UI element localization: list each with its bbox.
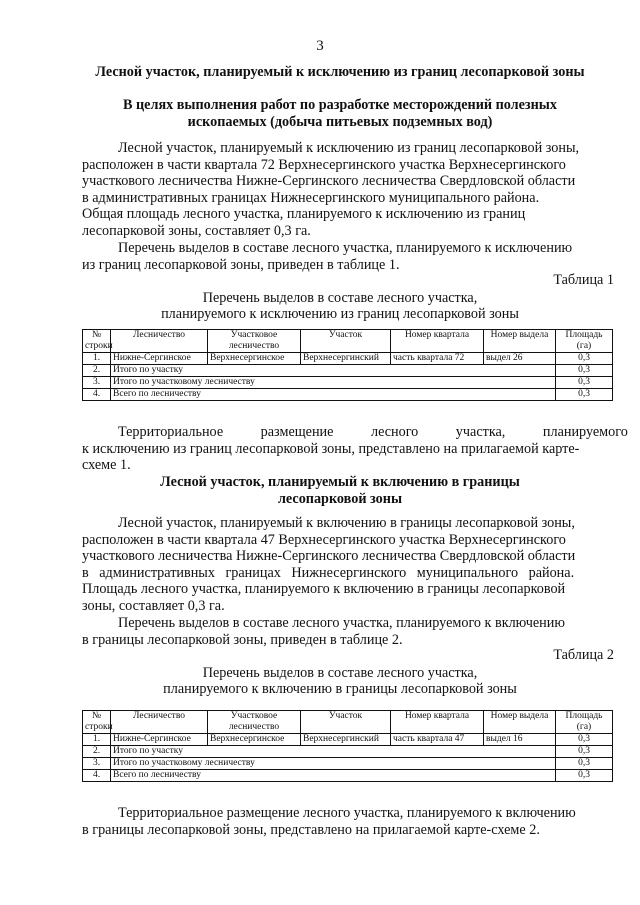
table-header-row [83,330,613,353]
table-cell: часть квартала 47 [391,734,484,746]
text-line: в административных границах Нижнесергинского муниципального района. [82,189,540,206]
table-header-cell: Номер выдела [484,330,556,353]
table-row [83,377,613,389]
text-line: расположен в части квартала 72 Верхнесергинского участка Верхнесергинского [82,156,566,173]
table-cell: Итого по участку [111,365,556,377]
table-cell: Итого по участку [111,746,556,758]
table-header-cell: Номер квартала [391,330,484,353]
table-cell: Всего по лесничеству [111,770,556,782]
text-line: Территориальное размещение лесного участка, планируемого к включению [118,805,576,821]
table-cell: 0,3 [556,758,613,770]
table-row [83,365,613,377]
table-header-cell: Площадь (га) [556,711,613,734]
text-line: к исключению из границ лесопарковой зоны, представлено на прилагаемой карте- [82,440,580,457]
table-cell: Нижне-Сергинское [111,734,208,746]
section1-title: Лесной участок, планируемый к исключению из границ лесопарковой зоны [95,64,585,80]
table-cell: Нижне-Сергинское [111,353,208,365]
section1-paragraph1 [82,140,612,239]
table-cell: 0,3 [556,770,613,782]
table-cell: 0,3 [556,377,613,389]
table-cell: 1. [83,353,111,365]
table-cell: 0,3 [556,734,613,746]
table2-caption-line1: Перечень выделов в составе лесного участка, [202,665,478,681]
table-cell: Всего по лесничеству [111,389,556,401]
table-cell: 3. [83,758,111,770]
table-row [83,758,613,770]
table-header-cell: № строки [83,330,111,353]
table-cell: 0,3 [556,746,613,758]
text-line: Лесной участок, планируемый к включению в границы лесопарковой зоны, [118,515,575,531]
table-cell: 2. [83,365,111,377]
table-cell: часть квартала 72 [391,353,484,365]
section1-paragraph3 [82,424,628,474]
table-header-cell: Участок [301,711,391,734]
table-header-row [83,711,613,734]
table-header-cell: Номер выдела [484,711,556,734]
table-cell: выдел 16 [484,734,556,746]
section2-paragraph3 [82,805,612,838]
table1-caption-line2: планируемого к исключению из границ лесопарковой зоны [161,306,519,322]
table1-label: Таблица 1 [553,272,614,288]
table-cell: 4. [83,770,111,782]
table-cell: Верхнесергинское [208,353,301,365]
text-line: в административных границах Нижнесергинского муниципального района. [82,564,575,581]
table2-caption-line2: планируемого к включению в границы лесопарковой зоны [163,681,517,697]
table2 [82,710,613,782]
section1-subtitle-line1: В целях выполнения работ по разработке месторождений полезных [123,97,557,113]
table-cell: Верхнесергинский [301,353,391,365]
table-header-cell: Участковое лесничество [208,330,301,353]
section2-title-line2: лесопарковой зоны [277,491,403,507]
table-header-cell: № строки [83,711,111,734]
page-number: 3 [316,38,324,54]
text-line: Общая площадь лесного участка, планируемого к исключению из границ [82,206,526,222]
section2-title-line1: Лесной участок, планируемый к включению в границы [160,474,520,490]
table-cell: 2. [83,746,111,758]
table-cell: 1. [83,734,111,746]
text-line: лесопарковой зоны, составляет 0,3 га. [82,222,311,239]
table-cell: 4. [83,389,111,401]
table-row [83,389,613,401]
text-line: Лесной участок, планируемый к исключению из границ лесопарковой зоны, [118,140,580,156]
table-cell: Итого по участковому лесничеству [111,758,556,770]
section2-paragraph2 [82,615,612,648]
table-cell: выдел 26 [484,353,556,365]
text-line: Перечень выделов в составе лесного участка, планируемого к исключению [118,240,573,256]
section2-paragraph1 [82,515,612,614]
text-line: схеме 1. [82,457,131,473]
table-cell: Итого по участковому лесничеству [111,377,556,389]
section1-paragraph2 [82,240,612,273]
section1-subtitle-line2: ископаемых (добыча питьевых подземных вод) [187,114,493,130]
table-cell: 0,3 [556,353,613,365]
text-line: из границ лесопарковой зоны, приведен в таблице 1. [82,256,400,273]
table-row [83,746,613,758]
table-header-cell: Лесничество [111,711,208,734]
table2-label: Таблица 2 [553,647,614,663]
table-cell: 3. [83,377,111,389]
table-header-cell: Участковое лесничество [208,711,301,734]
table-row [83,770,613,782]
text-line: участкового лесничества Нижне-Сергинского лесничества Свердловской области [82,548,576,564]
text-line: Площадь лесного участка, планируемого к включению в границы лесопарковой [82,581,566,597]
table1-caption-line1: Перечень выделов в составе лесного участка, [202,290,478,306]
text-line: в границы лесопарковой зоны, приведен в таблице 2. [82,631,403,648]
table1 [82,329,613,401]
text-line: Территориальное размещение лесного участка, планируемого [118,424,628,440]
table-cell: 0,3 [556,389,613,401]
text-line: расположен в части квартала 47 Верхнесергинского участка Верхнесергинского [82,531,566,548]
table-cell: Верхнесергинский [301,734,391,746]
table-header-cell: Площадь (га) [556,330,613,353]
text-line: участкового лесничества Нижне-Сергинского лесничества Свердловской области [82,173,576,189]
table-header-cell: Лесничество [111,330,208,353]
text-line: зоны, составляет 0,3 га. [82,597,225,614]
table-header-cell: Номер квартала [391,711,484,734]
table-cell: 0,3 [556,365,613,377]
table-row [83,734,613,746]
table-row [83,353,613,365]
table-header-cell: Участок [301,330,391,353]
table-cell: Верхнесергинское [208,734,301,746]
text-line: в границы лесопарковой зоны, представлено на прилагаемой карте-схеме 2. [82,821,540,838]
text-line: Перечень выделов в составе лесного участка, планируемого к включению [118,615,565,631]
